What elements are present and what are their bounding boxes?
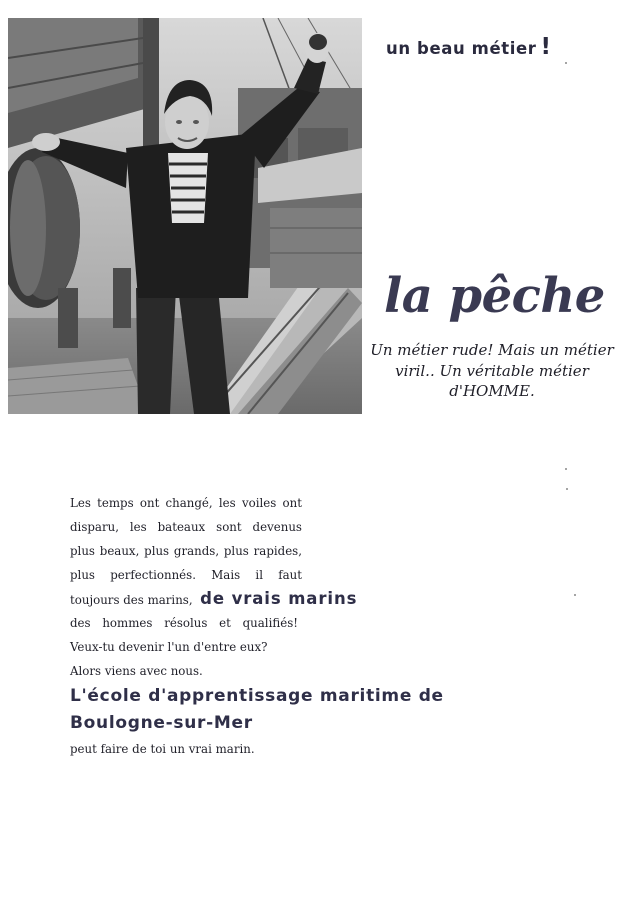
scan-speck	[574, 594, 576, 596]
scan-speck	[565, 62, 567, 64]
body-line	[70, 491, 570, 515]
subtitle: Un métier rude! Mais un métier viril.. Un véritable métier d'HOMME.	[370, 341, 614, 400]
body-line-text: Veux-tu devenir l'un d'entre eux?	[70, 640, 268, 654]
school-name-line2: Boulogne-sur-Mer	[70, 713, 253, 733]
body-line-text: Alors viens avec nous.	[70, 664, 203, 678]
body-text	[70, 491, 570, 761]
body-line-text: disparu, les bateaux sont devenus	[70, 520, 302, 534]
school-line	[70, 710, 570, 737]
body-line-text: plus perfectionnés. Mais il faut	[70, 568, 302, 582]
closing-line: peut faire de toi un vrai marin.	[70, 742, 255, 756]
scan-speck	[565, 468, 567, 470]
body-line	[70, 563, 570, 587]
tagline-exclamation: !	[540, 34, 552, 60]
tagline	[386, 34, 552, 60]
body-line	[70, 587, 570, 611]
body-line-text: Les temps ont changé, les voiles ont	[70, 496, 302, 510]
highlight-vrais-marins: de vrais marins	[200, 589, 358, 608]
tagline-text: un beau métier	[386, 39, 537, 58]
school-name-line1: L'école d'apprentissage maritime de	[70, 686, 444, 706]
body-line	[70, 635, 570, 659]
school-line	[70, 683, 570, 710]
page-title: la pêche	[384, 268, 605, 324]
scan-speck	[566, 488, 568, 490]
body-line	[70, 611, 570, 635]
body-line-text: des hommes résolus et qualifiés!	[70, 616, 298, 630]
body-line	[70, 659, 570, 683]
body-line-text: plus beaux, plus grands, plus rapides,	[70, 544, 302, 558]
boy-sailor-photo	[8, 18, 362, 414]
body-line	[70, 515, 570, 539]
body-line	[70, 539, 570, 563]
body-line	[70, 737, 570, 761]
body-line-text: toujours des marins,	[70, 593, 193, 607]
